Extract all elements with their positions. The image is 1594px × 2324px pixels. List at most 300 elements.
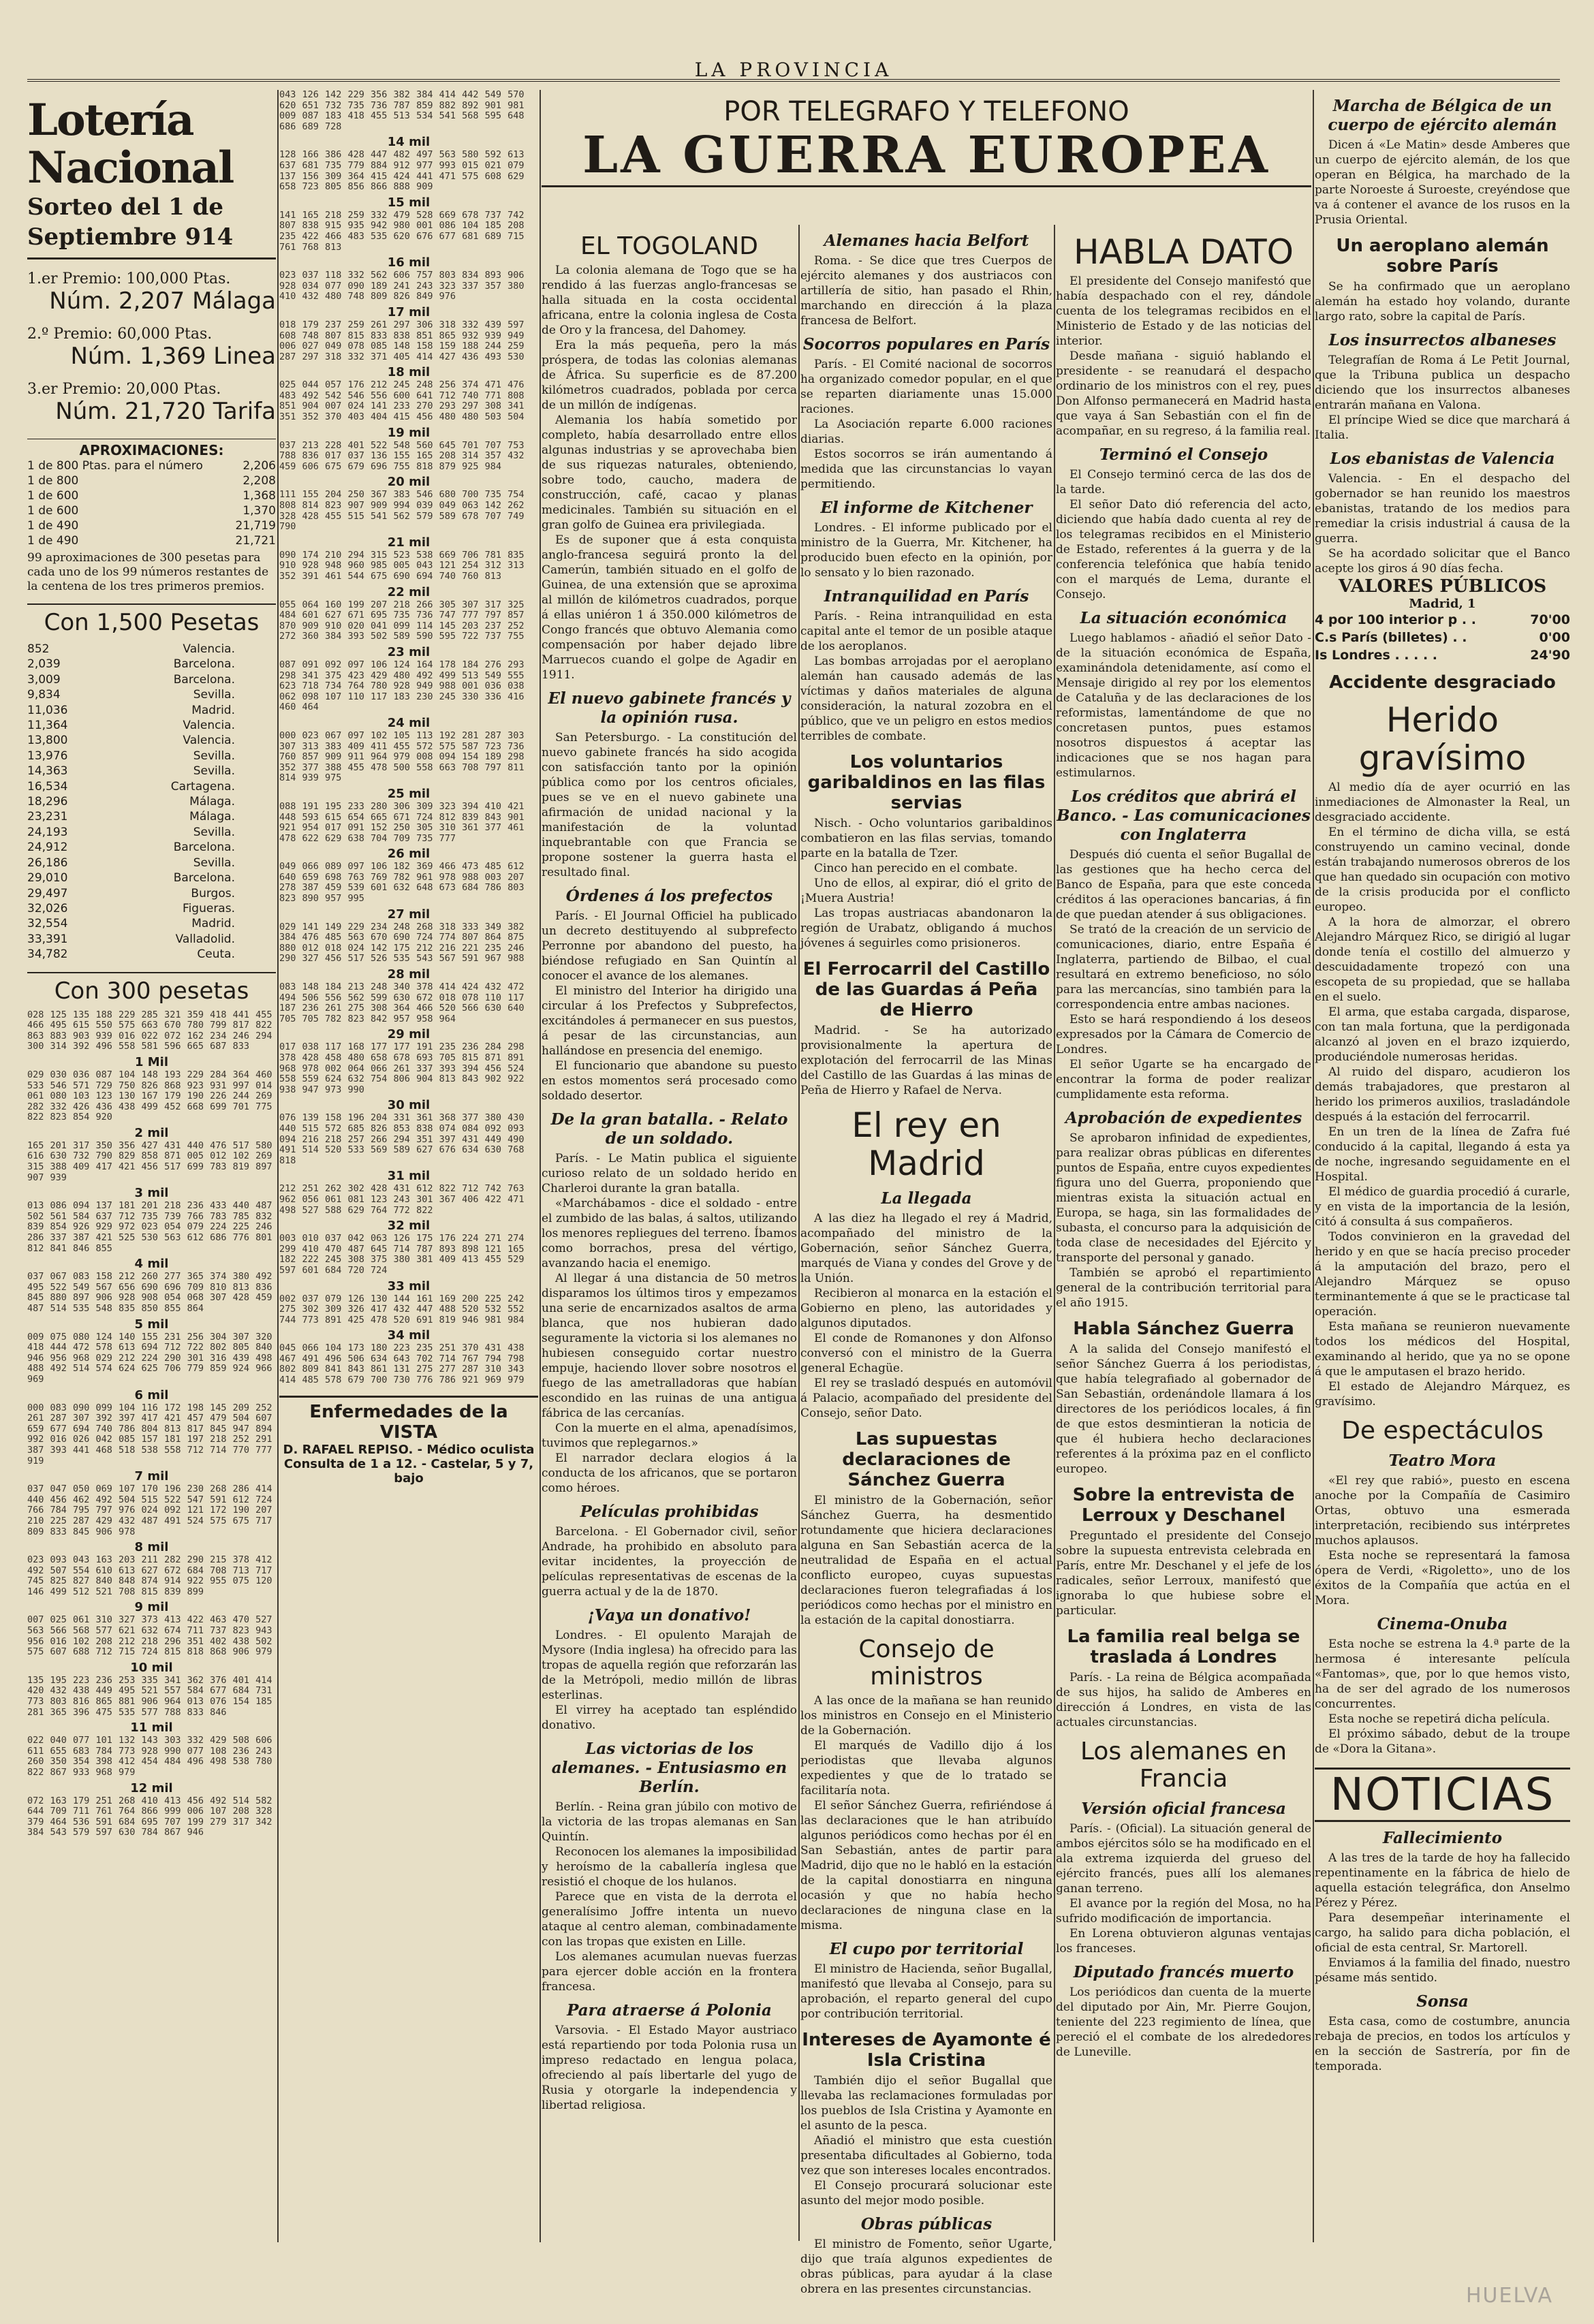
number-grid: 002 037 079 126 130 144 161 169 200 225 242 275 302 309 326 417 432 447 488 520 532 552 744 773 891 425 478 520 691 819 946 981 984 [279, 1293, 525, 1325]
prize-300-list [27, 1010, 276, 1838]
article-paragraph: A la hora de almorzar, el obrero Alejandro Márquez Rico, se dirigió al lugar donde tenía el costillo del almuerzo y descuidadamente tropezó con una escopeta de su propiedad, que se hallaba en el suelo. [1315, 915, 1570, 1004]
prize-number: 852 [27, 642, 50, 656]
thousand-heading: 4 mil [134, 1257, 169, 1272]
prize-row [27, 809, 276, 824]
article-paragraph: Roma. - Se dice que tres Cuerpos de ejército alemanes y dos austriacos con artillería de sitio, han pasado el Rhin, marchando en dirección á la plaza francesa de Belfort. [800, 254, 1052, 328]
article-paragraph: El arma, que estaba cargada, disparose, con tan mala fortuna, que la perdigonada alcanzó al joven en el brazo izquierdo, produciéndole numerosas heridas. [1315, 1005, 1570, 1064]
number-grid: 023 093 043 163 203 211 282 290 215 378 412 492 507 554 610 613 627 672 684 708 713 717 745 825 827 840 848 874 914 922 955 075 120 146 499 512 521 708 815 839 899 [27, 1554, 272, 1597]
article-subheading: Para atraerse á Polonia [567, 2001, 772, 2020]
article-paragraph: Se ha confirmado que un aeroplano alemán ha estado hoy volando, durante largo rato, sobre la capital de París. [1315, 280, 1570, 324]
article-paragraph: El príncipe Wied se dice que marchará á Italia. [1315, 413, 1570, 442]
article-subheading: El nuevo gabinete francés y la opinión rusa. [548, 689, 791, 727]
article-headline: Los alemanes en Francia [1080, 1738, 1287, 1793]
article-paragraph: El presidente del Consejo manifestó que había despachado con el rey, dándole cuenta de los telegramas recibidos en el Ministerio de Estado y de las noticias del interior. [1056, 274, 1311, 348]
article-paragraph: «Marchábamos - dice el soldado - entre el zumbido de las balas, á saltos, utilizando los menores repliegues del terreno. Íbamos como borrachos, presa del vértigo, avanzando hacia el enemigo. [542, 1197, 797, 1270]
prize-city: Sevilla. [193, 749, 235, 763]
thousand-heading: 26 mil [387, 847, 431, 862]
article-subheading: Películas prohibidas [580, 1503, 759, 1521]
ad-line: D. RAFAEL REPISO. - Médico oculista [283, 1442, 535, 1457]
article-paragraph: Se aprobaron infinidad de expedientes, para realizar obras públicas en diferentes puntos de España, entre cuyos expedientes figura uno del Guerra, proponiendo que mientras exista la situación actual en Europa, se haga, sin las formalidades de subasta, el concurso para la adquisición de toda clase de necesidades del Ejército y transporte del personal y ganado. [1056, 1131, 1311, 1265]
article-headline: El rey en Madrid [851, 1105, 1001, 1183]
approximation-label: 1 de 600 [27, 504, 79, 518]
article-paragraph: A la salida del Consejo manifestó el señor Sánchez Guerra á los periodistas, que había telegrafiado al gobernador de San Sebastián, ordenándole llamara á los directores de los periódicos locales, á fin de que estos desmintieran la noticia de que él hubiera hecho declaraciones referentes á la próxima paz en el conflicto europeo. [1056, 1342, 1311, 1476]
article-subheading: Intranquilidad en París [824, 587, 1029, 606]
news-column-3 [1056, 225, 1311, 2248]
prize-number: 2,039 [27, 657, 61, 672]
number-grid: 009 075 080 124 140 155 231 256 304 307 320 418 444 472 578 613 694 712 722 802 805 840 946 956 968 029 212 224 290 301 316 439 498 488 492 514 574 624 625 706 779 859 924 966 969 [27, 1331, 272, 1385]
article-paragraph: El estado de Alejandro Márquez, es gravísimo. [1315, 1380, 1570, 1409]
thousand-heading: 3 mil [134, 1186, 169, 1201]
approximation-row [27, 458, 276, 473]
prize-number: 24,912 [27, 841, 68, 855]
thousand-heading: 6 mil [134, 1387, 169, 1402]
prize-number: 3,009 [27, 672, 61, 687]
thousand-heading: 30 mil [387, 1098, 431, 1113]
approximation-number: 21,719 [235, 519, 276, 533]
article-paragraph: Esta mañana se reunieron nuevamente todos los médicos del Hospital, examinando al herido, que ya no se opone á que le amputasen el brazo herido. [1315, 1320, 1570, 1379]
prize-city: Burgos. [191, 886, 235, 900]
prize-city: Cartagena. [170, 779, 235, 794]
archive-watermark: HUELVA [1465, 2284, 1553, 2308]
article-paragraph: Los alemanes acumulan nuevas fuerzas para ejercer doble acción en la frontera francesa. [542, 1950, 797, 1994]
prize-city: Figueras. [183, 901, 235, 915]
article-paragraph: Telegrafían de Roma á Le Petit Journal, que la Tribuna publica un despacho diciendo que los insurrectos albaneses entrarán mañana en Valona. [1315, 354, 1570, 412]
article-headline: Sobre la entrevista de Lerroux y Deschanel [1072, 1485, 1295, 1526]
news-column-2 [800, 225, 1052, 2296]
prize-number: 32,026 [27, 901, 68, 915]
article-headline: Intereses de Ayamonte é Isla Cristina [802, 2030, 1051, 2071]
article-paragraph: Se ha acordado solicitar que el Banco acepte los giros á 90 días fecha. [1315, 547, 1570, 576]
number-grid: 023 037 118 332 562 606 757 803 834 893 906 928 034 077 090 189 241 243 323 337 357 380 410 432 480 748 809 826 849 976 [279, 270, 525, 302]
prize-number: 26,186 [27, 855, 68, 870]
approximations-heading: APROXIMACIONES: [27, 439, 276, 458]
number-grid: 013 086 094 137 181 201 218 236 433 440 487 502 561 584 637 712 735 739 766 783 785 832 839 854 926 929 972 023 054 079 224 225 246 286 337 387 421 525 530 563 612 686 776 801 812 841 846 855 [27, 1200, 272, 1254]
prize-300-heading: Con 300 pesetas [27, 972, 276, 1005]
article-subheading: Cinema-Onuba [1377, 1615, 1508, 1633]
prize-label: 1.er Premio: 100,000 Ptas. [27, 270, 231, 287]
thousand-heading: 34 mil [387, 1328, 431, 1343]
prize-row [27, 779, 276, 794]
prize-row [27, 703, 276, 718]
prize-row [27, 718, 276, 733]
prize-list [27, 270, 276, 425]
prize-row [27, 855, 276, 870]
prize-number: 13,976 [27, 749, 68, 763]
number-grid: 029 141 149 229 234 248 268 318 333 349 382 384 476 485 563 670 690 724 774 807 864 875 880 012 018 024 142 175 212 216 221 235 246 290 327 456 517 526 535 543 567 591 967 988 [279, 921, 525, 964]
approximation-number: 2,208 [243, 474, 276, 488]
approximation-number: 1,368 [243, 489, 276, 503]
article-paragraph: El virrey ha aceptado tan espléndido donativo. [542, 1703, 797, 1732]
article-paragraph: Nisch. - Ocho voluntarios garibaldinos combatieron en las filas servias, tomando parte en la batalla de Tzer. [800, 817, 1052, 860]
prize-label: 3.er Premio: 20,000 Ptas. [27, 381, 221, 398]
approximations-list [27, 458, 276, 548]
prize-number: 29,497 [27, 886, 68, 900]
number-grid: 128 166 386 428 447 482 497 563 580 592 613 637 681 735 779 884 912 977 993 015 021 079 137 156 309 364 415 424 441 471 575 608 629 658 723 805 856 866 888 909 [279, 149, 525, 193]
article-paragraph: Esto se hará respondiendo á los deseos expresados por la Cámara de Comercio de Londres. [1056, 1013, 1311, 1056]
thousand-heading: 8 mil [134, 1540, 169, 1555]
number-grid: 018 179 237 259 261 297 306 318 332 439 597 608 748 807 815 833 838 851 865 932 939 949 006 027 049 078 085 148 158 159 188 244 259 287 297 318 332 371 405 414 427 436 493 530 [279, 319, 525, 362]
article-subheading: Órdenes á los prefectos [565, 887, 773, 905]
article-subheading: Obras públicas [860, 2215, 993, 2233]
article-paragraph: A las diez ha llegado el rey á Madrid, acompañado del ministro de la Gobernación, señor Sánchez Guerra, marqués de Viana y condes del Grove y de la Unión. [800, 1212, 1052, 1285]
article-paragraph: Enviamos á la familia del finado, nuestro pésame más sentido. [1315, 1956, 1570, 1985]
article-paragraph: La colonia alemana de Togo que se ha rendido á las fuerzas anglo-francesas se halla situada en la costa occidental africana, entre la colonia inglesa de Costa de Oro y la francesa, del Dahomey. [542, 264, 797, 337]
prize-city: Sevilla. [193, 688, 235, 702]
article-paragraph: Cinco han perecido en el combate. [814, 862, 1018, 875]
approximations-note: 99 aproximaciones de 300 pesetas para cada uno de los 99 números restantes de la centena de los tres primeros premios. [27, 551, 269, 593]
article-paragraph: Se trató de la creación de un servicio de comunicaciones, diario, entre España é Inglaterra, partiendo de Bilbao, el cual resultará en extremo beneficioso, no sólo para las mercancías, sino también para la correspondencia entre ambas naciones. [1056, 923, 1311, 1011]
article-paragraph: En Lorena obtuvieron algunas ventajas los franceses. [1056, 1927, 1311, 1956]
article-paragraph: Esta noche se estrena la 4.ª parte de la hermosa é interesante película «Fantomas», que, por lo que hemos visto, ha de ser del agrado de los numerosos concurrentes. [1315, 1637, 1570, 1711]
thousand-heading: 29 mil [387, 1027, 431, 1042]
news-column-1 [542, 225, 797, 2248]
thousand-heading: 14 mil [387, 135, 431, 150]
thousand-heading: 21 mil [387, 535, 431, 550]
article-headline: Las supuestas declaraciones de Sánchez Guerra [842, 1429, 1011, 1490]
article-paragraph: Esta casa, como de costumbre, anuncia rebaja de precios, en todos los artículos y en la sección de Sastrería, por fin de temporada. [1315, 2015, 1570, 2073]
article-subheading: Los ebanistas de Valencia [1330, 450, 1555, 468]
article-paragraph: «El rey que rabió», puesto en escena anoche por la Compañía de Casimiro Ortas, obtuvo una esmerada interpretación, recibiendo sus intérpretes muchos aplausos. [1315, 1474, 1570, 1548]
article-paragraph: Berlín. - Reina gran júbilo con motivo de la victoria de las tropas alemanas en San Quintín. [542, 1800, 797, 1844]
number-grid: 135 195 223 236 253 335 341 362 376 401 414 420 432 438 449 495 521 557 584 677 684 731 773 803 816 865 881 906 964 013 076 154 185 281 365 396 475 535 577 788 833 846 [27, 1674, 272, 1718]
article-paragraph: En un tren de la línea de Zafra fué conducido á la capital, llegando á esta ya de noche, ingresando seguidamente en el Hospital. [1315, 1125, 1570, 1184]
thousand-heading: 20 mil [387, 475, 431, 490]
article-paragraph: El ministro del Interior ha dirigido una circular á los Prefectos y Subprefectos, excitándoles á permanecer en sus puestos, á pesar de las circunstancias, aun hallándose en presencia del enemigo. [542, 984, 797, 1058]
article-subheading: El cupo por territorial [829, 1940, 1024, 1958]
prize-city: Valencia. [183, 734, 235, 748]
oculist-ad [279, 1396, 538, 1486]
article-paragraph: El señor Dato dió referencia del acto, diciendo que había dado cuenta al rey de los telegramas recibidos en el Ministerio de Estado, referentes á la guerra y de la conferencia telefónica que había tenido con el marqués de Lema, durante el Consejo. [1056, 498, 1311, 601]
prize-city: Barcelona. [173, 657, 235, 672]
thousand-heading: 5 mil [134, 1317, 169, 1332]
thousand-heading: 22 mil [387, 584, 431, 599]
article-paragraph: El señor Sánchez Guerra, refiriéndose á las declaraciones que le han atribuído algunos periódicos como hechas por él en San Sebastián, antes de partir para Madrid, dijo que no le habló en la estación de la capital donostiarra en ninguna ocasión y que no había hecho declaraciones de ninguna clase en la misma. [800, 1799, 1052, 1932]
article-headline: Los voluntarios garibaldinos en las filas servias [807, 752, 1046, 813]
thousand-heading: 32 mil [387, 1219, 431, 1234]
values-city: Madrid, 1 [1409, 597, 1476, 611]
ad-title: Enfermedades de la VISTA [309, 1401, 508, 1443]
number-grid: 049 066 089 097 106 182 369 466 473 485 612 640 659 698 763 769 782 961 978 988 003 207 278 387 459 539 601 632 648 673 684 786 803 823 890 957 995 [279, 861, 525, 905]
number-grid: 037 047 050 069 107 170 196 230 268 286 414 440 456 462 492 504 515 522 547 591 612 724 766 784 795 797 976 024 092 121 172 190 207 210 225 287 429 432 487 491 524 575 675 717 809 833 845 906 978 [27, 1483, 272, 1537]
article-subheading: Teatro Mora [1388, 1451, 1497, 1470]
number-grid: 083 148 184 213 248 340 378 414 424 432 472 494 506 556 562 599 630 672 018 078 110 117 187 236 261 275 308 364 466 520 566 630 640 705 705 782 823 842 957 958 964 [279, 982, 525, 1024]
number-grid: 037 213 228 401 522 548 560 645 701 707 753 788 836 017 037 136 155 165 208 314 357 432 459 606 675 679 696 755 818 879 925 984 [279, 439, 525, 472]
article-paragraph: El ministro de Hacienda, señor Bugallal, manifestó que llevaba al Consejo, para su aprobación, el reparto general del cupo por contribución territorial. [800, 1962, 1052, 2021]
article-paragraph: Varsovia. - El Estado Mayor austriaco está repartiendo por toda Polonia rusa un impreso redactado en lengua polaca, ofreciendo al país libertarle del yugo de Rusia y otorgarle la independencia y libertad religiosa. [542, 2024, 797, 2112]
values-amount: 70'00 [1530, 612, 1570, 627]
article-paragraph: Estos socorros se irán aumentando á medida que las circunstancias lo vayan permitiendo. [800, 447, 1052, 491]
number-grid: 028 125 135 188 229 285 321 359 418 441 455 466 495 615 550 575 663 670 780 799 817 822 863 883 903 939 016 022 072 162 234 246 294 300 314 392 496 558 581 596 665 687 833 [27, 1009, 272, 1052]
prize-row [27, 794, 276, 809]
values-row [1315, 629, 1570, 646]
values-row [1315, 646, 1570, 664]
number-grid: 141 165 218 259 332 479 528 669 678 737 742 807 838 915 935 942 980 001 086 104 185 208 235 422 466 483 535 620 676 677 681 689 715 761 768 813 [279, 209, 525, 253]
article-paragraph: A las tres de la tarde de hoy ha fallecido repentinamente en la fábrica de hielo de aquella estación telegráfica, don Anselmo Pérez y Pérez. [1315, 1851, 1570, 1910]
prize-city: Madrid. [191, 703, 235, 717]
prize-number: 29,010 [27, 871, 68, 885]
prize-row [27, 916, 276, 931]
article-paragraph: París. - El Comité nacional de socorros ha organizado comedor popular, en el que se reparten diariamente unas 15.000 raciones. [800, 358, 1052, 416]
prize-number: 13,800 [27, 734, 68, 748]
approximation-row [27, 518, 276, 533]
column-rule [1313, 90, 1314, 2242]
prize-city: Madrid. [191, 917, 235, 931]
number-grid: 000 083 090 099 104 116 172 198 145 209 252 261 287 307 392 397 417 421 457 479 504 607 659 677 694 740 786 804 813 817 845 947 894 992 016 026 042 085 157 181 197 218 252 291 387 393 441 468 518 538 558 712 714 770 777 919 [27, 1402, 272, 1466]
news-column-4 [1315, 90, 1570, 2249]
prize-row [27, 932, 276, 947]
thousand-heading: 16 mil [387, 255, 431, 270]
prize-row [27, 825, 276, 840]
article-paragraph: El ministro de Fomento, señor Ugarte, dijo que traía algunos expedientes de obras públicas, para ayudar á la clase obrera en las presentes circunstancias. [800, 2237, 1052, 2296]
article-paragraph: Esta noche se repetirá dicha película. [1328, 1712, 1550, 1726]
ad-line: Consulta de 1 a 12. - Castelar, 5 y 7, bajo [283, 1456, 534, 1486]
article-headline: EL TOGOLAND [580, 232, 758, 260]
approximation-row [27, 488, 276, 503]
thousand-heading: 18 mil [387, 365, 431, 380]
article-paragraph: Londres. - El informe publicado por el ministro de la Guerra, Mr. Kitchener, ha producido buen efecto en la opinión, por lo sensato y lo bien razonado. [800, 521, 1052, 580]
prize-number: Núm. 21,720 Tarifa [55, 398, 276, 425]
thousand-heading: 9 mil [134, 1600, 169, 1615]
thousand-heading: 27 mil [387, 907, 431, 922]
prize-row [27, 687, 276, 702]
values-label: 4 por 100 interior p . . [1315, 612, 1476, 627]
number-grid: 029 030 036 087 104 148 193 229 284 364 460 533 546 571 729 750 826 868 923 931 997 014 061 080 103 123 130 167 179 190 226 244 269 282 332 426 436 438 499 452 668 699 701 775 822 823 854 920 [27, 1069, 272, 1123]
thousand-heading: 33 mil [387, 1278, 431, 1293]
number-grid: 037 067 083 158 212 260 277 365 374 380 492 495 522 549 567 656 690 696 709 810 813 836 845 880 897 906 928 908 054 068 307 428 459 487 514 535 548 835 850 855 864 [27, 1271, 272, 1314]
article-subheading: De la gran batalla. - Relato de un soldado. [550, 1110, 788, 1148]
prize-number: 18,296 [27, 795, 68, 809]
article-paragraph: Madrid. - Se ha autorizado provisionalmente la apertura de explotación del ferrocarril de las Minas del Castillo de las Guardas á las minas de Peña de Hierro y Rafael de Nerva. [800, 1024, 1052, 1097]
article-subheading: Los créditos que abrirá el Banco. - Las comunicaciones con Inglaterra [1057, 787, 1311, 844]
prize-row [27, 749, 276, 764]
article-headline: Accidente desgraciado [1329, 672, 1556, 693]
thousand-heading: 1 Mil [134, 1054, 169, 1069]
prize-label: 2.º Premio: 60,000 Ptas. [27, 326, 213, 343]
article-paragraph: Alemania los había sometido por completo, había desarrollado entre ellos algunas industrias y se aprovechaba bien de sus riquezas naturales, obteniendo, sobre todo, caucho, madera de construcción, café, cacao y planas medicinales. También su situación en el gran golfo de Guinea era privilegiada. [542, 413, 797, 532]
article-paragraph: Las bombas arrojadas por el aeroplano alemán han causado además de las víctimas y daños materiales de alguna consideración, la natural zozobra en el público, que ve un peligro en estos medios terribles de combate. [800, 655, 1052, 743]
article-paragraph: El rey se trasladó después en automóvil á Palacio, acompañado del presidente del Consejo, señor Dato. [800, 1377, 1052, 1420]
number-grid: 043 126 142 229 356 382 384 414 442 549 570 620 651 732 735 736 787 859 882 892 901 981 009 087 183 418 455 513 534 541 568 595 648 686 689 728 [279, 89, 525, 132]
approximation-label: 1 de 800 Ptas. para el número [27, 459, 203, 473]
article-paragraph: París. - Reina intranquilidad en esta capital ante el temor de un posible ataque de los aeroplanos. [800, 610, 1052, 653]
article-paragraph: París. - La reina de Bélgica acompañada de sus hijos, ha salido de Amberes en dirección á Londres, en vista de las actuales circunstancias. [1056, 1671, 1311, 1729]
thousand-heading: 7 mil [134, 1469, 169, 1484]
number-grid: 017 038 117 168 177 177 191 235 236 284 298 378 428 458 480 658 678 693 705 815 871 891 968 978 002 064 066 261 337 393 394 456 524 558 559 624 632 754 806 904 813 843 902 922 938 947 973 990 [279, 1041, 525, 1095]
number-grid: 055 064 160 199 207 218 266 305 307 317 325 484 601 627 671 695 735 736 747 777 797 857 870 909 910 020 041 099 114 145 203 237 252 272 360 384 393 502 589 590 595 722 737 755 [279, 599, 525, 642]
article-paragraph: Los periódicos dan cuenta de la muerte del diputado por Ain, Mr. Pierre Goujon, teniente del 223 regimiento de línea, que pereció el el combate de los alrededores de Luneville. [1056, 1985, 1311, 2059]
lottery-subtitle: Sorteo del 1 de Septiembre 914 [27, 192, 276, 260]
prize-row [27, 764, 276, 779]
prize-number: Núm. 1,369 Linea [70, 343, 276, 370]
article-headline: Habla Sánchez Guerra [1073, 1319, 1294, 1339]
article-paragraph: Las tropas austriacas abandonaron la región de Urabatz, obligando á muchos jóvenes á seguirles como prisioneros. [800, 907, 1052, 950]
article-paragraph: París. - Le Matin publica el siguiente curioso relato de un soldado herido en Charleroi durante la gran batalla. [542, 1152, 797, 1195]
thousand-heading: 11 mil [130, 1721, 173, 1736]
article-subheading: Diputado francés muerto [1073, 1963, 1294, 1981]
approximation-number: 2,206 [243, 459, 276, 473]
article-paragraph: El funcionario que abandone su puesto en estos momentos será procesado como soldado desertor. [542, 1059, 797, 1103]
article-headline: HABLA DATO [1073, 232, 1294, 272]
article-subheading: Terminó el Consejo [1099, 445, 1268, 464]
approximation-row [27, 473, 276, 488]
number-grid: 045 066 104 173 180 223 235 251 370 431 438 467 491 496 506 634 643 702 714 767 794 798 802 809 841 843 861 131 275 277 287 310 343 414 485 578 679 700 730 776 786 921 969 979 [279, 1342, 525, 1386]
article-paragraph: Después dió cuenta el señor Bugallal de las gestiones que ha hecho cerca del Banco de España, para que este conceda créditos á las operaciones bancarias, á fin de que puedan atender á sus obligaciones. [1056, 848, 1311, 922]
thousand-heading: 28 mil [387, 967, 431, 982]
prize-row [27, 886, 276, 901]
article-paragraph: El señor Ugarte se ha encargado de encontrar la forma de poder realizar cumplidamente esta reforma. [1056, 1058, 1311, 1101]
telegraph-heading: POR TELEGRAFO Y TELEFONO [723, 96, 1129, 127]
article-paragraph: Es de suponer que á esta conquista anglo-francesa seguirá pronto la del Camerún, también situado en el golfo de Guinea, de una extensión que se aproxima al millón de kilómetros cuadrados, porque á ellas uniéron 1 á 350.000 kilómetros de Congo francés que obtuvo Alemania como compensación por haber dejado libre Marruecos cuando el golpe de Agadir en 1911. [542, 533, 797, 682]
article-paragraph: Con la muerte en el alma, apenadísimos, tuvimos que replegarnos.» [542, 1422, 797, 1450]
article-paragraph: París. - (Oficial). La situación general de ambos ejércitos sólo se ha modificado en el ala extrema izquierda del grueso del ejército francés, pues allí los alemanes ganan terreno. [1056, 1822, 1311, 1896]
article-paragraph: El Consejo terminó cerca de las dos de la tarde. [1056, 468, 1311, 497]
approximation-label: 1 de 800 [27, 474, 79, 488]
approximation-row [27, 503, 276, 518]
prize-number: 14,363 [27, 764, 68, 779]
article-headline: Un aeroplano alemán sobre París [1336, 236, 1549, 277]
lottery-column [27, 90, 276, 2229]
number-grid: 090 174 210 294 315 523 538 669 706 781 835 910 928 948 960 985 005 043 121 254 312 313 352 391 461 544 675 690 694 740 760 813 [279, 549, 525, 582]
prize-number: 11,036 [27, 703, 68, 717]
number-grid: 087 091 092 097 106 124 164 178 184 276 293 298 341 375 423 429 480 492 499 513 549 555 623 718 734 764 780 928 949 988 001 036 038 062 098 107 110 117 183 230 245 330 336 416 460 464 [279, 659, 525, 713]
prize-city: Valladolid. [175, 932, 235, 946]
article-paragraph: La Asociación reparte 6.000 raciones diarias. [800, 418, 1052, 446]
prize-city: Málaga. [189, 795, 235, 809]
article-paragraph: También dijo el señor Bugallal que llevaba las reclamaciones formuladas por los pueblos de Isla Cristina y Ayamonte en el asunto de la pesca. [800, 2074, 1052, 2133]
article-paragraph: A las once de la mañana se han reunido los ministros en Consejo en el Ministerio de la Gobernación. [800, 1694, 1052, 1738]
prize-number: 34,782 [27, 947, 68, 962]
thousand-heading: 24 mil [387, 715, 431, 730]
article-paragraph: El médico de guardia procedió á curarle, y en vista de la importancia de la lesión, citó á consulta á sus compañeros. [1315, 1185, 1570, 1229]
prize-city: Barcelona. [173, 841, 235, 855]
article-paragraph: Preguntado el presidente del Consejo sobre la supuesta entrevista celebrada en París, entre Mr. Deschanel y el jefe de los radicales, señor Lerroux, manifestó que ignoraba lo que hubiese sobre el particular. [1056, 1529, 1311, 1618]
prize-city: Valencia. [183, 642, 235, 656]
article-paragraph: Reconocen los alemanes la imposibilidad y heroísmo de la caballería inglesa que resistió el choque de los hulanos. [542, 1845, 797, 1889]
article-subheading: Los insurrectos albaneses [1328, 331, 1557, 349]
number-grid: 212 251 262 302 428 431 612 822 712 742 763 962 056 061 081 123 243 301 367 406 422 471 498 527 588 629 764 772 822 [279, 1183, 525, 1216]
prize-number: 11,364 [27, 719, 68, 733]
prize-row [27, 901, 276, 916]
prize-row [27, 672, 276, 687]
article-paragraph: El ministro de la Gobernación, señor Sánchez Guerra, ha desmentido rotundamente que hiciera declaraciones alguna en San Sebastián acerca de la neutralidad de España en el actual conflicto europeo, cuyas supuestas declaraciones fueron telegrafiadas á los periódicos como hechas por el ministro en la estación de la capital donostiarra. [800, 1494, 1052, 1627]
article-headline: Herido gravísimo [1358, 700, 1527, 778]
article-paragraph: El conde de Romanones y don Alfonso conversó con el ministro de la Guerra general Echagüe. [800, 1332, 1052, 1375]
prize-number: 24,193 [27, 825, 68, 839]
approximation-label: 1 de 490 [27, 534, 79, 548]
article-subheading: Las victorias de los alemanes. - Entusiasmo en Berlín. [551, 1740, 787, 1796]
thousand-heading: 17 mil [387, 304, 431, 319]
article-paragraph: El avance por la región del Mosa, no ha sufrido modificación de importancia. [1056, 1897, 1311, 1926]
thousand-heading: 19 mil [387, 425, 431, 440]
values-row [1315, 611, 1570, 629]
prize-1500-heading: Con 1,500 Pesetas [27, 603, 276, 636]
article-headline: Consejo de ministros [858, 1635, 995, 1691]
number-grid: 088 191 195 233 280 306 309 323 394 410 421 448 593 615 654 665 671 724 812 839 843 901 921 954 017 091 152 250 305 310 361 377 461 478 622 629 638 704 709 735 777 [279, 800, 525, 844]
article-headline: De espectáculos [1341, 1417, 1544, 1445]
prize-number: 32,554 [27, 917, 68, 931]
column-rule [1054, 225, 1055, 2241]
article-paragraph: Desde mañana - siguió hablando el presidente - se reanudará el despacho ordinario de los ministros con el rey, pues Don Alfonso permanecerá en Madrid hasta que vaya á San Sebastián con el fin de acompañar, en su regreso, á la familia real. [1056, 349, 1311, 438]
prize-row [27, 733, 276, 748]
number-grid: 000 023 067 097 102 105 113 192 281 287 303 307 313 383 409 411 455 572 575 587 723 736 760 857 909 911 964 979 008 094 154 189 298 352 377 388 455 478 500 558 663 708 797 811 814 939 975 [279, 729, 525, 784]
article-subheading: Fallecimiento [1382, 1829, 1503, 1847]
article-subheading: Aprobación de expedientes [1065, 1109, 1302, 1127]
article-subheading: Socorros populares en París [802, 335, 1050, 354]
thousand-heading: 31 mil [387, 1169, 431, 1184]
article-subheading: Marcha de Bélgica de un cuerpo de ejército alemán [1328, 97, 1557, 134]
number-grid: 076 139 158 196 204 331 361 368 377 380 430 440 515 572 685 826 853 838 074 084 092 093 094 216 218 257 266 294 351 397 431 449 490 491 514 520 533 569 589 627 676 634 630 768 818 [279, 1112, 525, 1166]
number-grid: 025 044 057 176 212 245 248 256 374 471 476 483 492 542 546 556 600 641 712 740 771 808 851 904 007 024 141 233 270 293 297 308 341 351 352 370 403 404 415 456 480 480 503 504 [279, 379, 525, 423]
thousand-heading: 23 mil [387, 644, 431, 659]
prize-row [27, 642, 276, 657]
article-paragraph: Dicen á «Le Matin» desde Amberes que un cuerpo de ejército alemán, de los que operan en Bélgica, ha marchado de la parte Noroeste á Suroeste, creyéndose que va á contener el avance de los rusos en la Prusia Oriental. [1315, 138, 1570, 227]
war-headline: LA GUERRA EUROPEA [542, 128, 1311, 187]
thousand-heading: 12 mil [130, 1780, 173, 1795]
article-paragraph: Londres. - El opulento Marajah de Mysore (India inglesa) ha ofrecido para las tropas de aquella región que reforzarán las de la Metrópoli, medio millón de libras esterlinas. [542, 1629, 797, 1702]
column-rule [277, 90, 279, 2242]
article-paragraph: París. - El Journal Officiel ha publicado un decreto destituyendo al subprefecto Perronne por abandono del puesto, ha biéndose refugiado en San Quintín al conocer el avance de los alemanes. [542, 909, 797, 983]
article-subheading: Sonsa [1416, 1992, 1469, 2011]
approximation-label: 1 de 490 [27, 519, 79, 533]
approximation-label: 1 de 600 [27, 489, 79, 503]
prize-city: Sevilla. [193, 825, 235, 839]
number-grid: 007 025 061 310 327 373 413 422 463 470 527 563 566 568 577 621 632 674 711 737 823 943 956 016 102 208 212 218 296 351 402 438 502 575 607 688 712 715 724 815 818 868 906 979 [27, 1614, 272, 1658]
article-paragraph: Al ruido del disparo, acudieron los demás trabajadores, que prestaron al herido los primeros auxilios, trasladándole después á la estación del ferrocarril. [1315, 1065, 1570, 1124]
prize-number: 23,231 [27, 810, 68, 824]
prize-number: 16,534 [27, 779, 68, 794]
values-label: Is Londres . . . . . [1315, 648, 1438, 663]
lottery-number-blocks [279, 90, 538, 1386]
prize-row [27, 840, 276, 855]
prize-city: Málaga. [189, 810, 235, 824]
values-label: C.s París (billetes) . . [1315, 630, 1467, 645]
article-paragraph: El marqués de Vadillo dijo á los periodistas que llevaba algunos expedientes y que de lo tratado se facilitaría nota. [800, 1739, 1052, 1797]
article-paragraph: En el término de dicha villa, se está construyendo un camino vecinal, donde están trabajando numerosos obreros de los que han quedado sin ocupación con motivo de la crisis producida por el conflicto europeo. [1315, 826, 1570, 914]
article-paragraph: También se aprobó el repartimiento general de la contribución territorial para el año 1915. [1056, 1266, 1311, 1310]
number-grid: 072 163 179 251 268 410 413 456 492 514 582 644 709 711 761 764 866 999 006 107 208 328 379 464 536 591 684 695 707 199 279 317 342 384 543 579 597 630 784 867 946 [27, 1795, 272, 1838]
article-paragraph: Para desempeñar interinamente el cargo, ha salido para dicha población, el oficial de esta central, Sr. Martorell. [1315, 1911, 1570, 1955]
prize-number: 9,834 [27, 688, 61, 702]
article-paragraph: Luego hablamos - añadió el señor Dato - de la situación económica de España, examinándola detenidamente, así como el Mensaje dirigido al rey por los elementos de Cataluña y de las declaraciones de los reformistas, lamentándome de que no concretasen puntos, pues estamos nosotros dispuestos á aceptar las indicaciones que se nos hagan para estimularnos. [1056, 631, 1311, 780]
article-subheading: La llegada [881, 1189, 972, 1208]
prize-number: Núm. 2,207 Málaga [49, 287, 276, 315]
prize-number: 33,391 [27, 932, 68, 946]
prize-city: Barcelona. [173, 672, 235, 687]
values-amount: 24'90 [1530, 648, 1570, 663]
approximation-number: 1,370 [243, 504, 276, 518]
number-grid: 165 201 317 350 356 427 431 440 476 517 580 616 630 732 790 829 858 871 005 012 102 269 315 388 409 417 421 456 517 699 783 819 897 907 939 [27, 1140, 272, 1183]
article-subheading: El informe de Kitchener [820, 499, 1033, 517]
article-subheading: Alemanes hacia Belfort [824, 232, 1029, 250]
prize-row [27, 657, 276, 672]
article-paragraph: San Petersburgo. - La constitución del nuevo gabinete francés ha sido acogida con satisfacción tanto por la opinión pública como por los centros oficiales, pues se ve en el nuevo gabinete una afirmación de unidad nacional y la manifestación de la voluntad inquebrantable con que Francia se propone sostener la guerra hasta el resultado final. [542, 731, 797, 879]
article-paragraph: Al llegar á una distancia de 50 metros disparamos los últimos tiros y empezamos una serie de encarnizados asaltos de arma blanca, que nos hubieran dado seguramente la victoria si los alemanes no hubiesen conseguido cortar nuestro empuje, haciendo llover sobre nosotros el fuego de las ametralladoras que habían escondido en las ruinas de una antigua fábrica de las cercanías. [542, 1272, 797, 1420]
thousand-heading: 15 mil [387, 195, 431, 210]
prize-1500-list [27, 642, 276, 962]
column-rule [540, 90, 541, 2242]
article-paragraph: Todos convinieron en la gravedad del herido y en que se hacía preciso proceder á la amputación del brazo, pero el Alejandro Márquez se opuso terminantemente á que se le practicase tal operación. [1315, 1230, 1570, 1319]
war-header [542, 95, 1311, 232]
article-paragraph: Al medio día de ayer ocurrió en las inmediaciones de Almonaster la Real, un desgraciado accidente. [1315, 781, 1570, 824]
prize-row [27, 947, 276, 962]
approximation-number: 21,721 [235, 534, 276, 548]
prize-city: Barcelona. [173, 871, 235, 885]
article-subheading: La situación económica [1080, 609, 1287, 627]
approximation-row [27, 533, 276, 548]
thousand-heading: 25 mil [387, 786, 431, 801]
article-paragraph: Valencia. - En el despacho del gobernador se han reunido los maestros ebanistas, tratando de los medios para remediar la crisis industrial á causa de la guerra. [1315, 472, 1570, 546]
prize-row [27, 870, 276, 885]
